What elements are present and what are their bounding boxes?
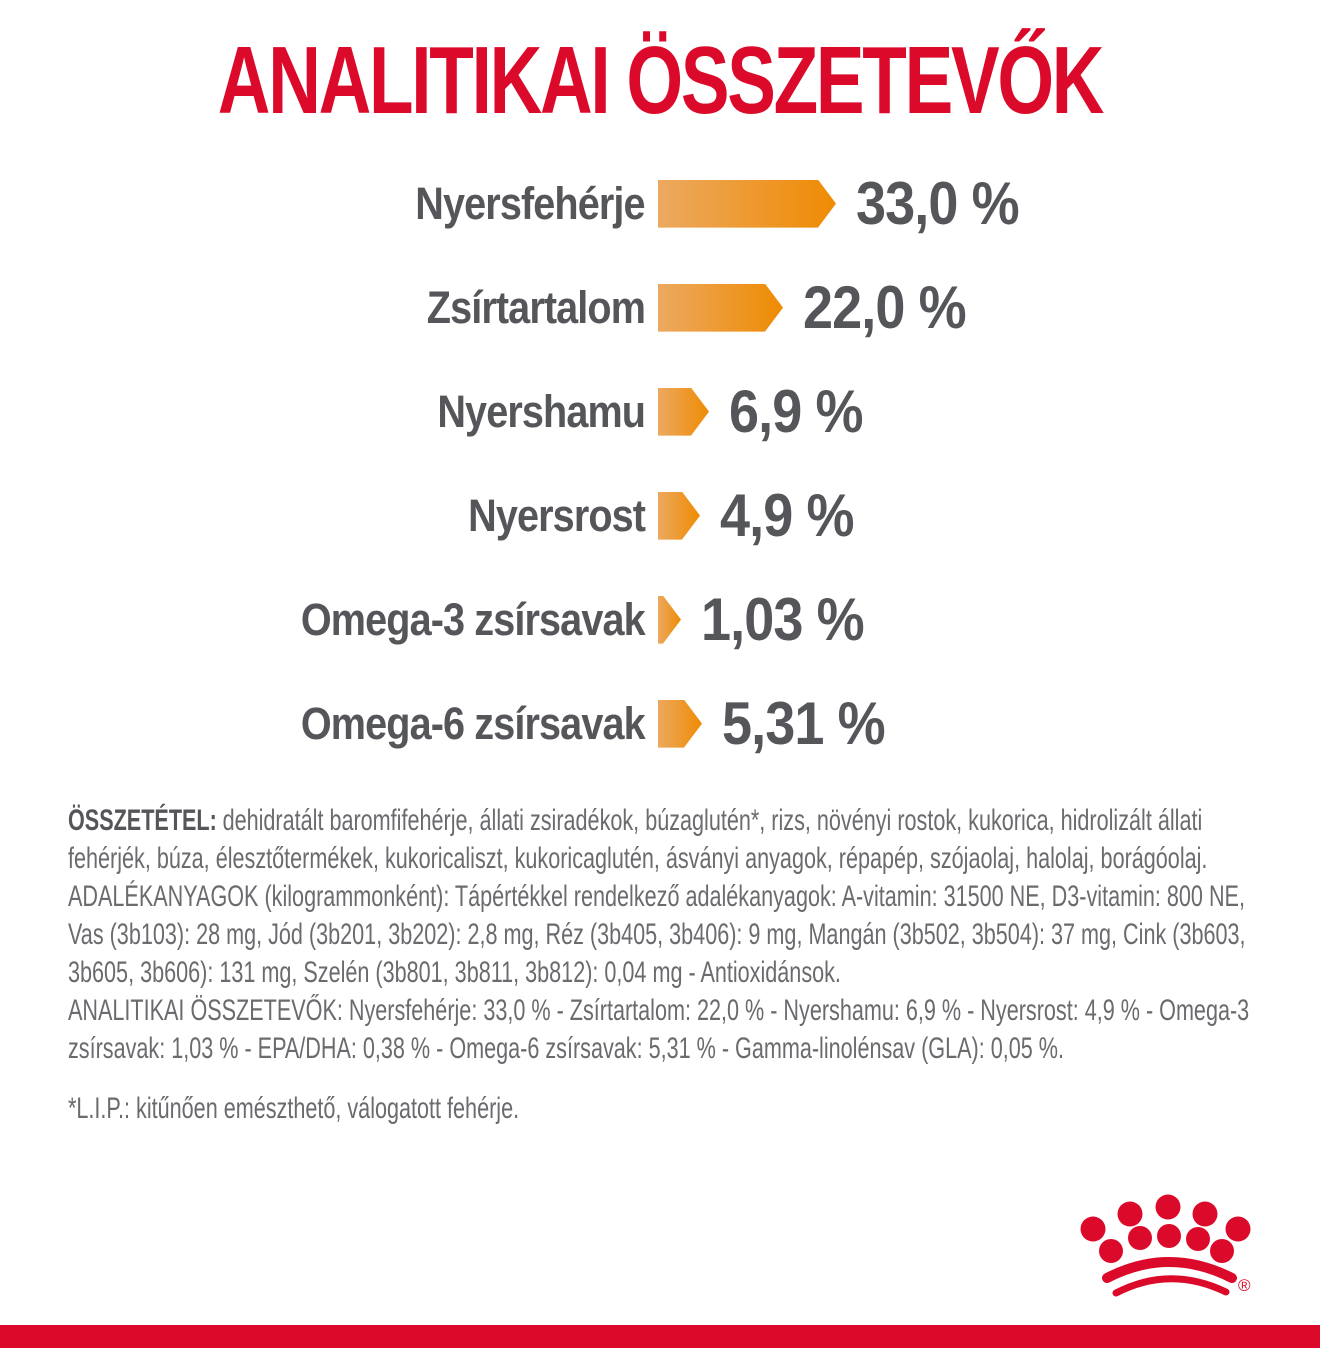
chart-row [0, 464, 1320, 568]
row-label: Zsírtartalom [426, 281, 645, 333]
row-label: Omega-6 zsírsavak [301, 697, 645, 749]
composition-label: ÖSSZETÉTEL: [68, 803, 217, 837]
row-label: Nyershamu [437, 385, 645, 437]
value-bar [658, 284, 783, 332]
chart-row [0, 256, 1320, 360]
brand-red-strip [0, 1325, 1320, 1348]
row-label-cell [0, 490, 645, 542]
page-title: ANALITIKAI ÖSSZETEVŐK [217, 27, 1103, 134]
royal-canin-crown-logo [1080, 1193, 1266, 1305]
chart-row [0, 360, 1320, 464]
row-value: 1,03 % [701, 586, 864, 654]
analytical-text: ANALITIKAI ÖSSZETEVŐK: Nyersfehérje: 33,0 % - Zsírtartalom: 22,0 % - Nyershamu: 6,9 % - Nyersrost: 4,9 % - Omega-3 zsírsavak: 1,03 % - EPA/DHA: 0,38 % - Omega-6 zsírsavak: 5,31 % - Gamma-linolénsav (GLA): 0,05 %. [68, 993, 1250, 1065]
chart-row [0, 152, 1320, 256]
row-value: 22,0 % [803, 274, 966, 342]
value-bar [658, 388, 709, 436]
row-label-cell [0, 594, 645, 646]
row-label: Nyersrost [468, 489, 645, 541]
footnote: *L.I.P.: kitűnően emészthető, válogatott fehérje. [68, 1091, 520, 1125]
composition-text [68, 802, 1252, 878]
row-value: 5,31 % [722, 690, 885, 758]
chart-row [0, 672, 1320, 776]
row-value: 33,0 % [856, 170, 1019, 238]
registered-mark: ® [1238, 1276, 1251, 1295]
row-label-cell [0, 282, 645, 334]
composition-body: dehidratált baromfifehérje, állati zsiradékok, búzaglutén*, rizs, növényi rostok, kukorica, hidrolizált állati fehérjék, búza, élesztőtermékek, kukoricaliszt, kukoricaglutén, ásványi anyagok, répapép, szójaolaj, halolaj, borágóolaj. [68, 803, 1208, 875]
value-bar [658, 492, 700, 540]
analytical-components-chart [0, 152, 1320, 776]
row-label-cell [0, 178, 645, 230]
additives-text: ADALÉKANYAGOK (kilogrammonként): Tápértékkel rendelkező adalékanyagok: A-vitamin: 31500 NE, D3-vitamin: 800 NE, Vas (3b103): 28 mg, Jód (3b201, 3b202): 2,8 mg, Réz (3b405, 3b406): 9 mg, Mangán (3b502, 3b504): 37 mg, Cink (3b603, 3b605, 3b606): 131 mg, Szelén (3b801, 3b811, 3b812): 0,04 mg - Antioxidánsok. [68, 879, 1246, 989]
row-value: 6,9 % [729, 378, 863, 446]
chart-row [0, 568, 1320, 672]
ingredients-text-block [68, 802, 1252, 1128]
row-label: Nyersfehérje [415, 177, 645, 229]
value-bar [658, 700, 702, 748]
crown-icon [1081, 1195, 1252, 1296]
row-label-cell [0, 698, 645, 750]
value-bar [658, 596, 681, 644]
value-bar [658, 180, 836, 228]
row-label: Omega-3 zsírsavak [301, 593, 645, 645]
row-value: 4,9 % [720, 482, 854, 550]
row-label-cell [0, 386, 645, 438]
